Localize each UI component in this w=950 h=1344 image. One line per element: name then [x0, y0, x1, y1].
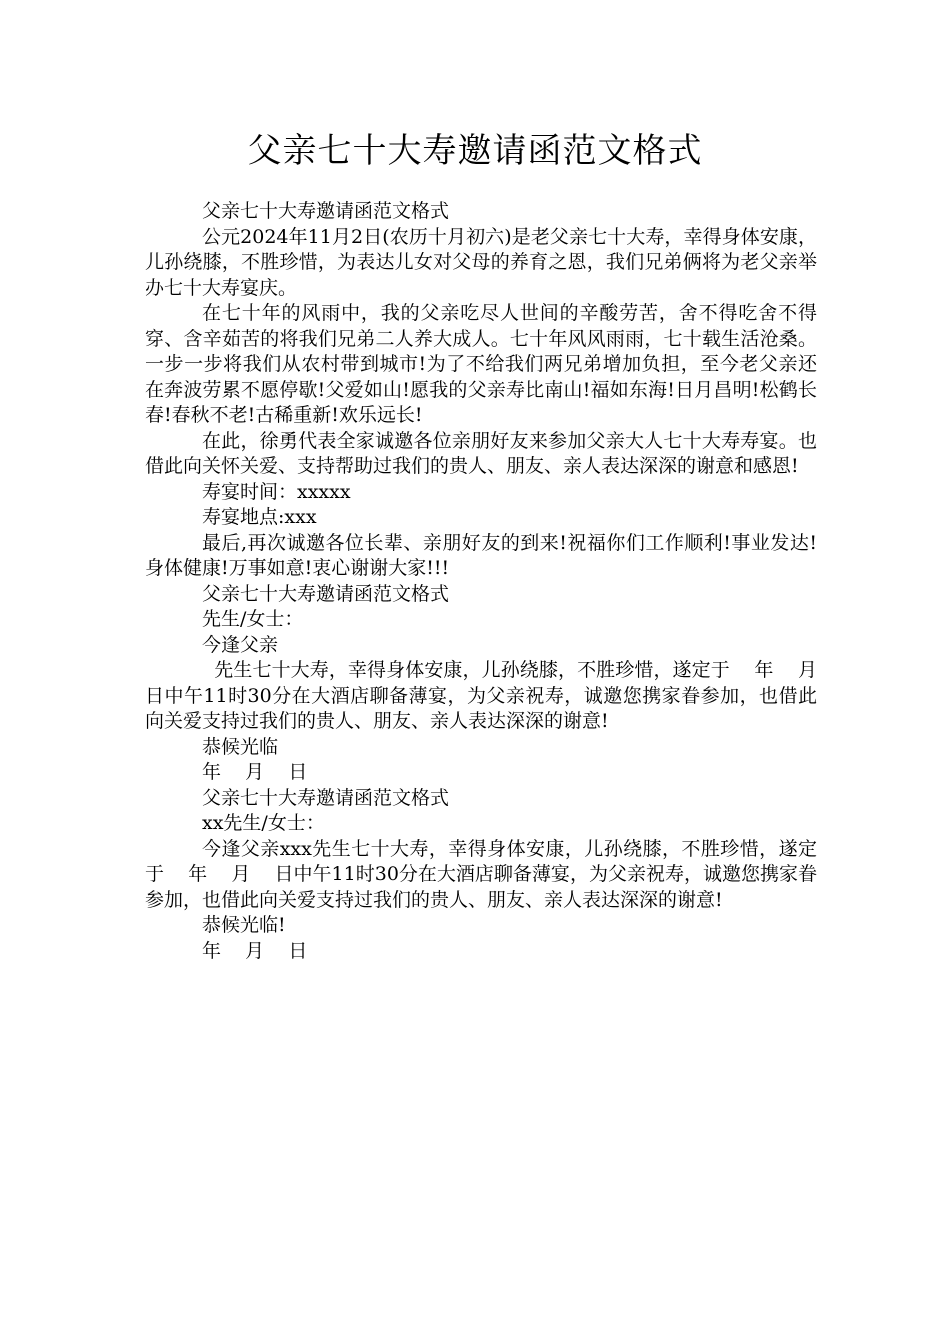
- document-title: 父亲七十大寿邀请函范文格式: [247, 131, 703, 171]
- paragraph-story: 在七十年的风雨中，我的父亲吃尽人世间的辛酸劳苦，舍不得吃舍不得穿、含辛茹苦的将我们兄弟二人养大成人。七十年风风雨雨，七十载生活沧桑。一步一步将我们从农村带到城市!为了不给我们两兄弟增加负担，至今老父亲还在奔波劳累不愿停歇!父爱如山!愿我的父亲寿比南山!福如东海!日月昌明!松鹤长春!春秋不老!古稀重新!欢乐远长!: [145, 302, 817, 426]
- sample-2-date: 年 月 日: [202, 761, 308, 783]
- sample-3-date: 年 月 日: [202, 939, 308, 962]
- sample-2-heading: 父亲七十大寿邀请函范文格式: [202, 582, 450, 605]
- sample-2-closing: 恭候光临: [202, 735, 279, 758]
- banquet-location: 寿宴地点:xxx: [202, 506, 317, 528]
- banquet-time: 寿宴时间：xxxxx: [202, 480, 351, 503]
- sample-3-heading: 父亲七十大寿邀请函范文格式: [202, 786, 450, 809]
- sample-2-salutation: 先生/女士：: [202, 608, 304, 630]
- paragraph-invitation: 在此，徐勇代表全家诚邀各位亲朋好友来参加父亲大人七十大寿寿宴。也借此向关怀关爱、支持帮助过我们的贵人、朋友、亲人表达深深的谢意和感恩!: [145, 429, 817, 477]
- sample-3-closing: 恭候光临!: [202, 914, 286, 936]
- sample-3-body: 今逢父亲xxx先生七十大寿，幸得身体安康，儿孙绕膝，不胜珍惜，遂定于 年 月 日中午11时30分在大酒店聊备薄宴，为父亲祝寿，诚邀您携家眷参加，也借此向关爱支持过我们的贵人、朋友、亲人表达深深的谢意!: [145, 837, 817, 911]
- sample-2-body: 先生七十大寿，幸得身体安康，儿孙绕膝，不胜珍惜，遂定于 年 月 日中午11时30分在大酒店聊备薄宴，为父亲祝寿，诚邀您携家眷参加，也借此向关爱支持过我们的贵人、朋友、亲人表达深深的谢意!: [145, 659, 842, 732]
- sample-3-salutation: xx先生/女士：: [202, 812, 325, 834]
- paragraph-closing: 最后,再次诚邀各位长辈、亲朋好友的到来!祝福你们工作顺利!事业发达!身体健康!万事如意!衷心谢谢大家!!!: [145, 531, 817, 579]
- paragraph-intro: 公元2024年11月2日(农历十月初六)是老父亲七十大寿，幸得身体安康，儿孙绕膝，不胜珍惜，为表达儿女对父母的养育之恩，我们兄弟俩将为老父亲举办七十大寿宴庆。: [145, 225, 817, 299]
- sample-2-opening: 今逢父亲: [202, 633, 279, 656]
- paragraph-heading: 父亲七十大寿邀请函范文格式: [202, 200, 450, 222]
- document-body: [145, 199, 842, 964]
